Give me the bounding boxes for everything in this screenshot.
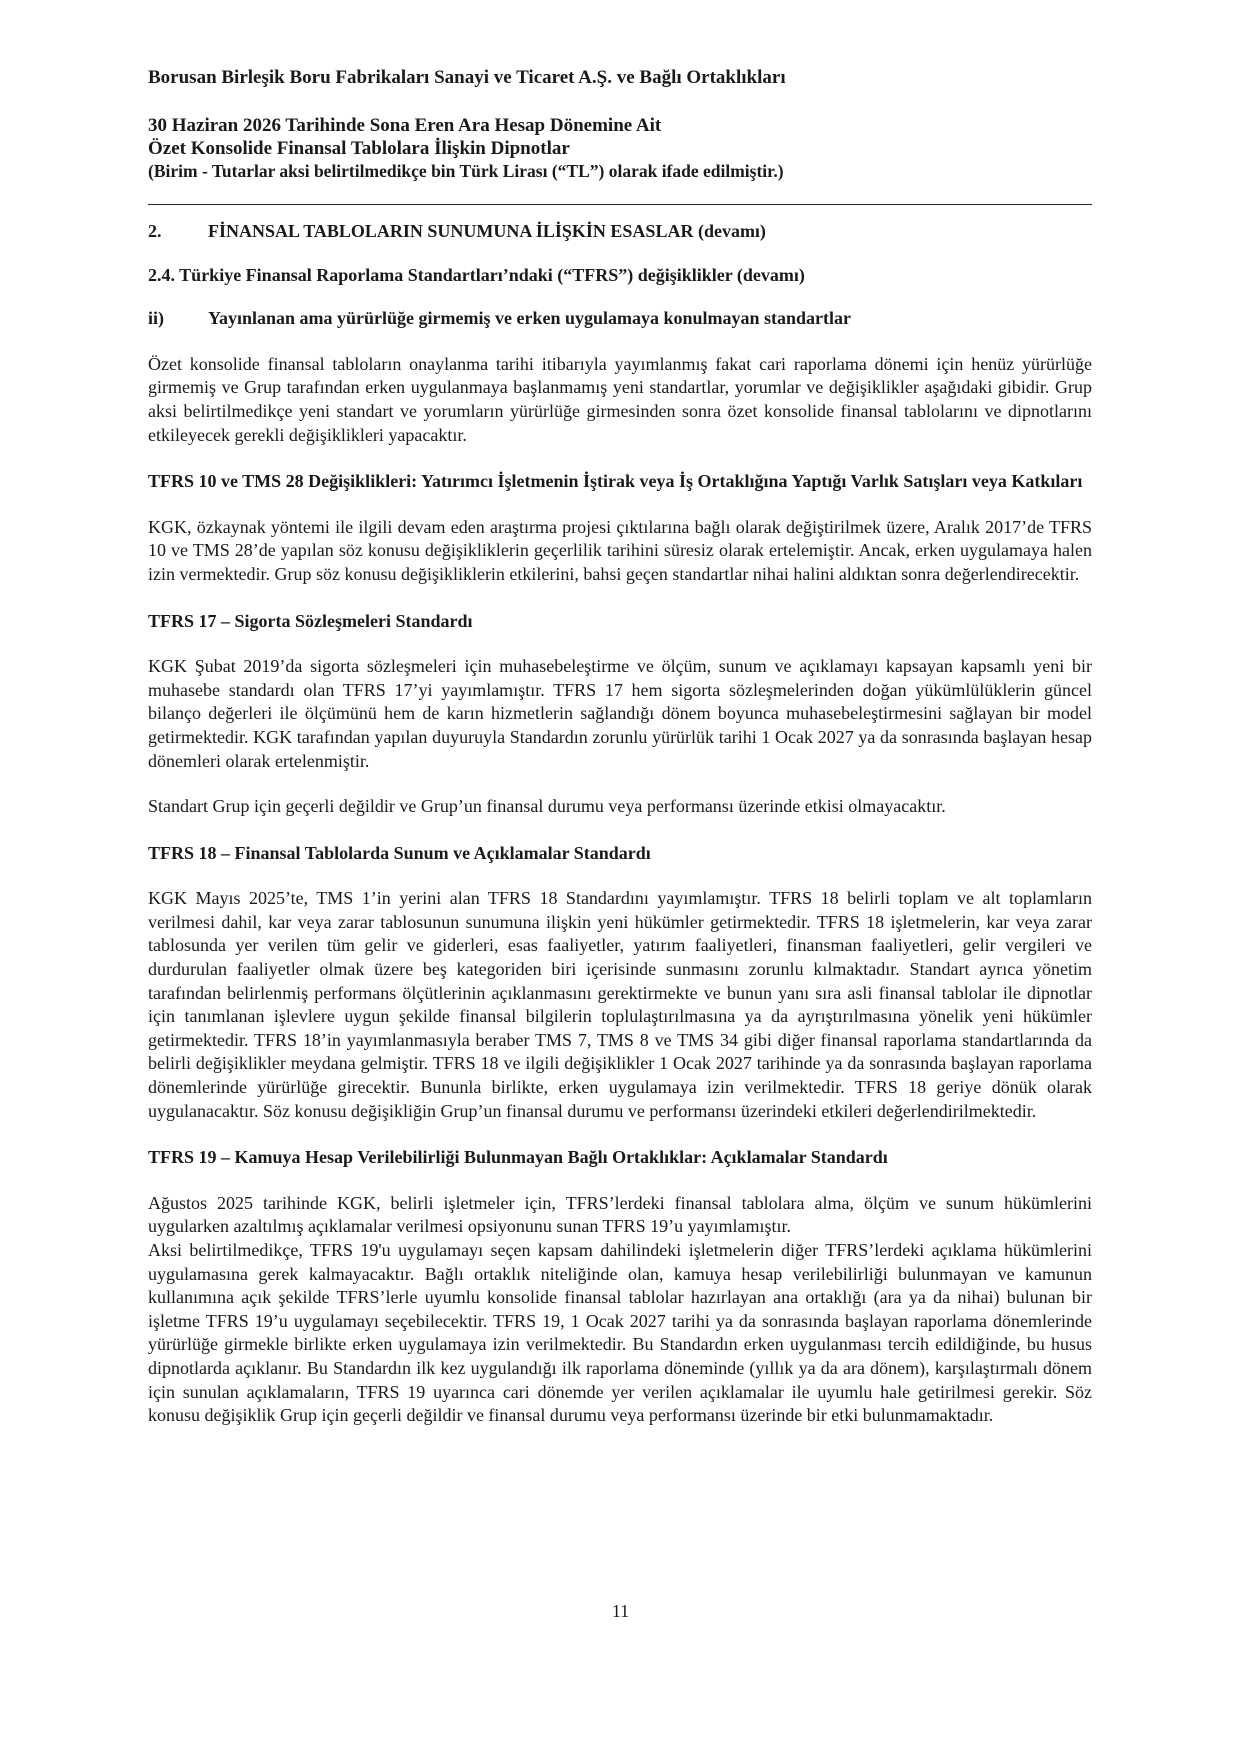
tfrs17-paragraph-2: Standart Grup için geçerli değildir ve Grup’un finansal durumu veya performansı üzerinde etkisi olmayacaktır.: [148, 796, 946, 817]
page-number: 11: [611, 1601, 630, 1621]
subsubsection-number: ii): [148, 308, 164, 329]
section-number: 2.: [148, 221, 162, 241]
section-heading: [148, 220, 1092, 244]
section-title: FİNANSAL TABLOLARIN SUNUMUNA İLİŞKİN ESASLAR (devamı): [208, 221, 766, 241]
intro-paragraph: Özet konsolide finansal tabloların onaylanma tarihi itibarıyla yayımlanmış fakat cari raporlama dönemi için henüz yürürlüğe girmemiş ve Grup tarafından erken uygulanmaya başlanmamış yeni standartlar, yorumlar ve değişiklikler aşağıdaki gibidir. Grup aksi belirtilmedikçe yeni standart ve yorumların yürürlüğe girmesinden sonra özet konsolide finansal tablolarını ve dipnotlarını etkileyecek gerekli değişiklikleri yapacaktır.: [148, 353, 1092, 445]
tfrs18-heading: TFRS 18 – Finansal Tablolarda Sunum ve Açıklamalar Standardı: [148, 842, 651, 863]
tfrs10-paragraph: KGK, özkaynak yöntemi ile ilgili devam eden araştırma projesi çıktılarına bağlı olarak değiştirilmek üzere, Aralık 2017’de TFRS 10 ve TMS 28’de yapılan söz konusu değişikliklerin geçerlilik tarihini süresiz olarak ertelemiştir. Ancak, erken uygulamaya halen izin vermektedir. Grup söz konusu değişikliklerin etkilerini, bahsi geçen standartlar nihai halini aldıktan sonra değerlendirecektir.: [148, 516, 1092, 584]
tfrs17-paragraph-1: KGK Şubat 2019’da sigorta sözleşmeleri için muhasebeleştirme ve ölçüm, sunum ve açıklamayı kapsayan kapsamlı yeni bir muhasebe standardı olan TFRS 17’yi yayımlamıştır. TFRS 17 hem sigorta sözleşmelerinden doğan yükümlülüklerin güncel bilanço değerleri ile ölçümünü hem de karın hizmetlerin sağlandığı dönem boyunca muhasebeleştirmesini sağlayan bir model getirmektedir. KGK tarafından yapılan duyuruyla Standardın zorunlu yürürlük tarihi 1 Ocak 2027 ya da sonrasında başlayan hesap dönemleri olarak ertelenmiştir.: [148, 656, 1092, 771]
tfrs19-paragraph-2: Aksi belirtilmedikçe, TFRS 19'u uygulamayı seçen kapsam dahilindeki işletmelerin diğer TFRS’lerdeki açıklama hükümlerini uygulamasına gerek kalmayacaktır. Bağlı ortaklık niteliğinde olan, kamuya hesap verilebilirliği bulunmayan ve kamunun kullanımına açık şekilde TFRS’lerle uyumlu konsolide finansal tablolar hazırlayan ana ortaklığı (ara ya da nihai) bulunan bir işletme TFRS 19’u uygulamayı seçebilecektir. TFRS 19, 1 Ocak 2027 tarihi ya da sonrasında başlayan raporlama dönemlerinde yürürlüğe girmekle birlikte erken uygulamaya izin verilmektedir. Bu Standardın erken uygulanması tercih edildiğinde, bu husus dipnotlarda açıklanır. Bu Standardın ilk kez uygulandığı ilk raporlama döneminde (yıllık ya da ara dönem), karşılaştırmalı dönem için sunulan açıklamaların, TFRS 19 uyarınca cari dönemde yer verilen açıklamalar ile uyumlu hale getirilmesi gerekir. Söz konusu değişiklik Grup için geçerli değildir ve finansal durumu veya performansı üzerinde bir etki bulunmamaktadır.: [148, 1240, 1092, 1426]
report-period: 30 Haziran 2026 Tarihinde Sona Eren Ara Hesap Dönemine Ait: [148, 115, 662, 136]
subsubsection-title: Yayınlanan ama yürürlüğe girmemiş ve erken uygulamaya konulmayan standartlar: [208, 308, 852, 329]
company-name: Borusan Birleşik Boru Fabrikaları Sanayi ve Ticaret A.Ş. ve Bağlı Ortaklıkları: [148, 67, 786, 88]
tfrs17-heading: TFRS 17 – Sigorta Sözleşmeleri Standardı: [148, 610, 473, 631]
tfrs10-heading: TFRS 10 ve TMS 28 Değişiklikleri: Yatırımcı İşletmenin İştirak veya İş Ortaklığına Yaptığı Varlık Satışları veya Katkıları: [148, 471, 1083, 492]
header-divider: [148, 204, 1092, 205]
page-body: [148, 220, 1092, 1428]
tfrs18-paragraph: KGK Mayıs 2025’te, TMS 1’in yerini alan TFRS 18 Standardını yayımlamıştır. TFRS 18 belirli toplam ve alt toplamların verilmesi dahil, kar veya zarar tablosunun sunumuna ilişkin yeni hükümler getirmektedir. TFRS 18 işletmelerin, kar veya zarar tablosunda yer verilen tüm gelir ve giderleri, esas faaliyetler, yatırım faaliyetleri, finansman faaliyetleri, gelir vergileri ve durdurulan faaliyetler olmak üzere beş kategoriden biri içerisinde sunmasını zorunlu kılmaktadır. Standart ayrıca yönetim tarafından belirlenmiş performans ölçütlerinin açıklanmasını gerektirmekte ve bunun yanı sıra asli finansal tablolar ile dipnotlar için tanımlanan işlevlere uygun şekilde finansal bilgilerin toplulaştırılmasına ya da ayrıştırılmasına yönelik yeni hükümler getirmektedir. TFRS 18’in yayımlanmasıyla beraber TMS 7, TMS 8 ve TMS 34 gibi diğer finansal raporlama standartlarında da belirli değişiklikler meydana gelmiştir. TFRS 18 ve ilgili değişiklikler 1 Ocak 2027 tarihinde ya da sonrasında başlayan raporlama dönemlerinde yürürlüğe girecektir. Bununla birlikte, erken uygulamaya izin verilmektedir. TFRS 18 geriye dönük olarak uygulanacaktır. Söz konusu değişikliğin Grup’un finansal durumu ve performansı üzerindeki etkileri değerlendirilmektedir.: [148, 888, 1092, 1121]
report-title: Özet Konsolide Finansal Tablolara İlişkin Dipnotlar: [148, 138, 570, 159]
subsubsection-heading: [148, 307, 1092, 331]
tfrs19-heading: TFRS 19 – Kamuya Hesap Verilebilirliği Bulunmayan Bağlı Ortaklıklar: Açıklamalar Standardı: [148, 1147, 888, 1168]
currency-note: (Birim - Tutarlar aksi belirtilmedikçe bin Türk Lirası (“TL”) olarak ifade edilmiştir.): [148, 161, 784, 181]
tfrs19-paragraph-1: Ağustos 2025 tarihinde KGK, belirli işletmeler için, TFRS’lerdeki finansal tablolara alma, ölçüm ve sunum hükümlerini uygularken azaltılmış açıklamalar verilmesi opsiyonunu sunan TFRS 19’u yayımlamıştır.: [148, 1192, 1092, 1237]
subsection-heading: 2.4. Türkiye Finansal Raporlama Standartları’ndaki (“TFRS”) değişiklikler (devamı): [148, 264, 805, 285]
